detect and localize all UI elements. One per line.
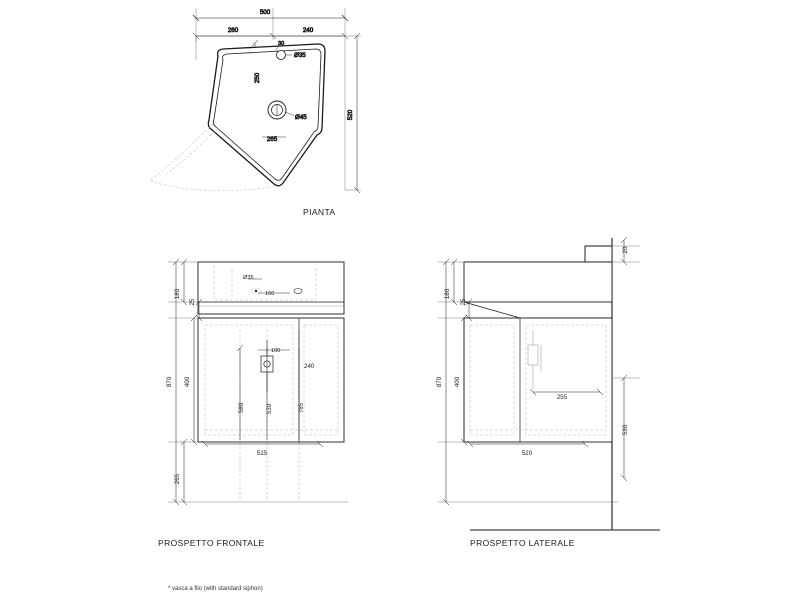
plan-dia-35: Ø35 xyxy=(294,52,306,59)
plan-dim-520: 520 xyxy=(347,109,354,121)
side-dim-530: 530 xyxy=(622,424,629,436)
front-dim-785: 785 xyxy=(298,402,305,414)
plan-dim-30: 30 xyxy=(278,41,285,47)
front-dim-180: 180 xyxy=(174,288,181,300)
front-dim-870: 870 xyxy=(166,376,173,388)
side-dim-25: 25 xyxy=(460,298,467,306)
front-dim-530: 530 xyxy=(266,403,273,415)
front-view xyxy=(166,259,348,505)
view-title-prospetto-frontale: PROSPETTO FRONTALE xyxy=(158,538,265,548)
plan-dim-250: 250 xyxy=(254,72,261,84)
view-title-pianta: PIANTA xyxy=(303,207,336,217)
plan-dim-260: 260 xyxy=(227,27,239,34)
plan-dim-265: 265 xyxy=(266,136,278,143)
plan-dia-45: Ø45 xyxy=(295,114,307,121)
plan-view xyxy=(150,8,361,193)
front-dim-265: 265 xyxy=(174,473,181,485)
front-dim-580: 580 xyxy=(238,402,245,414)
plan-dim-500: 500 xyxy=(259,9,271,16)
footnote: * vasca a filo (with standard siphon) xyxy=(168,586,263,592)
plan-dim-240: 240 xyxy=(302,27,314,34)
view-title-prospetto-laterale: PROSPETTO LATERALE xyxy=(470,538,575,548)
front-dim-240: 240 xyxy=(304,363,315,370)
side-dim-255: 255 xyxy=(556,394,568,401)
front-dim-160: 160 xyxy=(265,291,275,297)
front-dia-35: Ø35 xyxy=(243,275,254,281)
side-dim-20: 20 xyxy=(622,246,629,254)
front-dim-515: 515 xyxy=(256,450,268,457)
side-dim-400: 400 xyxy=(454,376,461,388)
side-dim-180: 180 xyxy=(444,288,451,300)
side-dim-870: 870 xyxy=(436,376,443,388)
front-dim-25: 25 xyxy=(189,298,196,306)
front-dim-400: 400 xyxy=(184,376,191,388)
side-view xyxy=(436,237,660,530)
front-dim-100: 100 xyxy=(271,348,281,354)
side-dim-520: 520 xyxy=(521,450,533,457)
